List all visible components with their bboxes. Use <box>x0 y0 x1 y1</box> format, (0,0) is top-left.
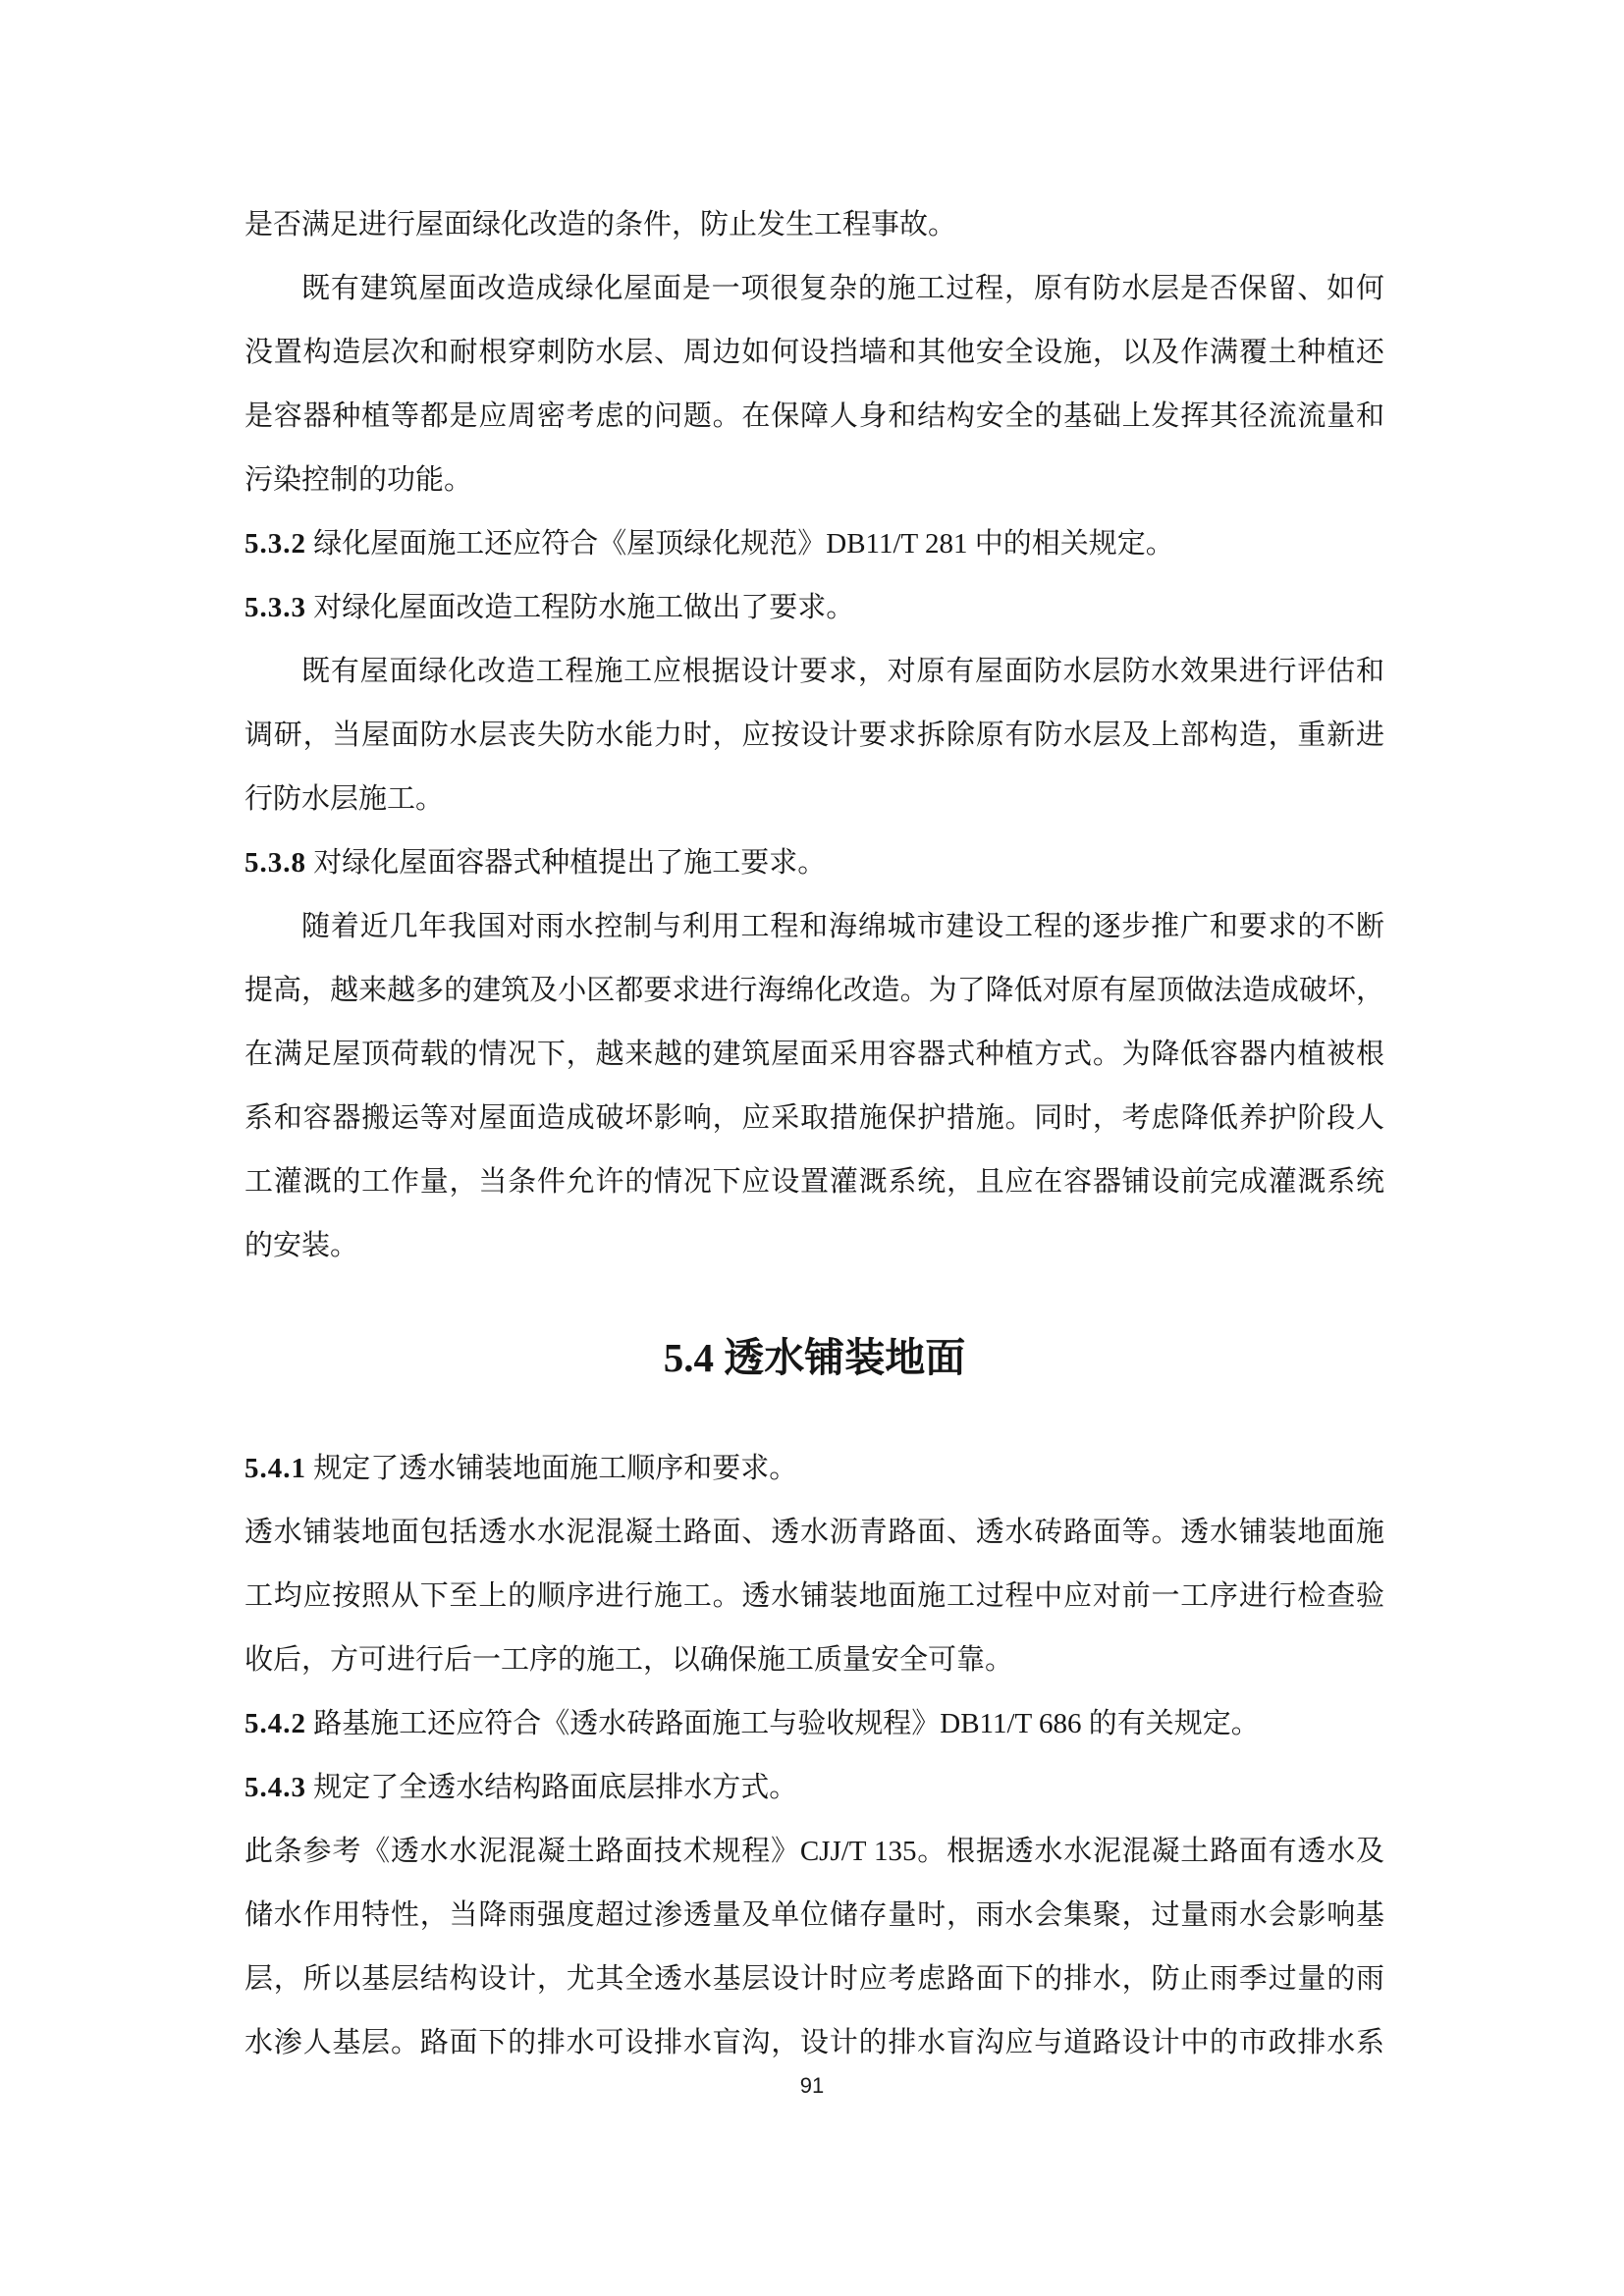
text-line: 工灌溉的工作量，当条件允许的情况下应设置灌溉系统，且应在容器铺设前完成灌溉系统 <box>244 1166 1384 1198</box>
text-line: 的安装。 <box>244 1230 359 1261</box>
clause-number: 5.3.2 <box>244 528 306 560</box>
text-line: 既有建筑屋面改造成绿化屋面是一项很复杂的施工过程，原有防水层是否保留、如何 <box>301 273 1384 304</box>
section-heading: 5.4 透水铺装地面 <box>663 1335 966 1380</box>
text-line: 在满足屋顶荷载的情况下，越来越的建筑屋面采用容器式种植方式。为降低容器内植被根 <box>244 1039 1384 1070</box>
text-line: 既有屋面绿化改造工程施工应根据设计要求，对原有屋面防水层防水效果进行评估和 <box>301 656 1384 687</box>
text-line: 是容器种植等都是应周密考虑的问题。在保障人身和结构安全的基础上发挥其径流流量和 <box>244 400 1384 432</box>
text-line: 透水铺装地面包括透水水泥混凝土路面、透水沥青路面、透水砖路面等。透水铺装地面施 <box>244 1517 1384 1548</box>
text-line: 5.3.8 对绿化屋面容器式种植提出了施工要求。 <box>244 847 827 879</box>
text-line: 5.3.3 对绿化屋面改造工程防水施工做出了要求。 <box>244 592 855 623</box>
clause-number: 5.3.3 <box>244 592 306 623</box>
page-number: 91 <box>799 2073 825 2098</box>
text-line: 储水作用特性，当降雨强度超过渗透量及单位储存量时，雨水会集聚，过量雨水会影响基 <box>244 1899 1384 1931</box>
clause-number: 5.4.3 <box>244 1772 306 1803</box>
text-line: 工均应按照从下至上的顺序进行施工。透水铺装地面施工过程中应对前一工序进行检查验 <box>244 1580 1384 1612</box>
text-line: 层，所以基层结构设计，尤其全透水基层设计时应考虑路面下的排水，防止雨季过量的雨 <box>244 1963 1384 1995</box>
text-line: 行防水层施工。 <box>244 783 445 815</box>
text-line: 没置构造层次和耐根穿刺防水层、周边如何设挡墙和其他安全设施，以及作满覆土种植还 <box>244 337 1384 368</box>
text-line: 收后，方可进行后一工序的施工，以确保施工质量安全可靠。 <box>244 1644 1014 1676</box>
text-line: 提高，越来越多的建筑及小区都要求进行海绵化改造。为了降低对原有屋顶做法造成破坏， <box>244 975 1384 1006</box>
text-line: 5.4.3 规定了全透水结构路面底层排水方式。 <box>244 1772 798 1803</box>
clause-number: 5.3.8 <box>244 847 306 879</box>
text-line: 随着近几年我国对雨水控制与利用工程和海绵城市建设工程的逐步推广和要求的不断 <box>301 911 1384 942</box>
text-line: 5.4.1 规定了透水铺装地面施工顺序和要求。 <box>244 1453 798 1484</box>
text-line: 水渗人基层。路面下的排水可设排水盲沟，设计的排水盲沟应与道路设计中的市政排水系 <box>244 2027 1384 2058</box>
clause-number: 5.4.1 <box>244 1453 306 1484</box>
text-line: 5.4.2 路基施工还应符合《透水砖路面施工与验收规程》DB11/T 686 的有关规定。 <box>244 1708 1260 1739</box>
text-line: 系和容器搬运等对屋面造成破坏影响，应采取措施保护措施。同时，考虑降低养护阶段人 <box>244 1102 1384 1134</box>
clause-number: 5.4.2 <box>244 1708 306 1739</box>
text-line: 此条参考《透水水泥混凝土路面技术规程》CJJ/T 135。根据透水水泥混凝土路面有透水及 <box>244 1836 1384 1867</box>
text-line: 5.3.2 绿化屋面施工还应符合《屋顶绿化规范》DB11/T 281 中的相关规定。 <box>244 528 1174 560</box>
text-line: 污染控制的功能。 <box>244 464 473 496</box>
text-line: 是否满足进行屋面绿化改造的条件，防止发生工程事故。 <box>244 209 957 240</box>
document-body <box>244 193 1384 2075</box>
text-line: 调研，当屋面防水层丧失防水能力时，应按设计要求拆除原有防水层及上部构造，重新进 <box>244 720 1384 751</box>
